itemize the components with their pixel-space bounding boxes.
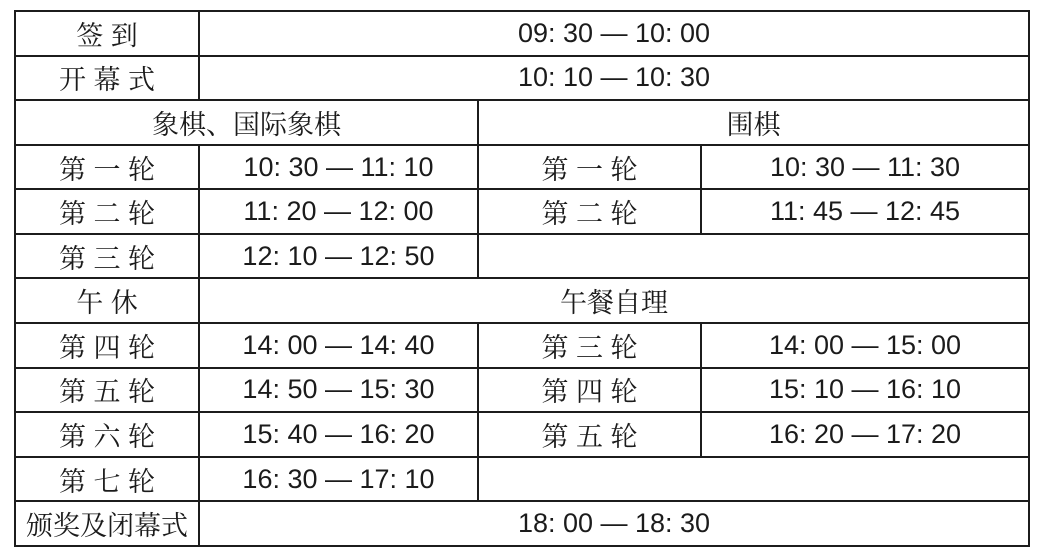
right-round-4-time: 14: 00 — 15: 00 [701, 323, 1029, 368]
signin-time: 09: 30 — 10: 00 [199, 11, 1029, 56]
closing-label: 颁奖及闭幕式 [15, 501, 199, 546]
left-round-3-time: 12: 10 — 12: 50 [199, 234, 478, 279]
row-round-4 [15, 323, 1029, 368]
left-round-2-label: 第 二 轮 [15, 189, 199, 234]
row-round-1 [15, 145, 1029, 190]
row-signin [15, 11, 1029, 56]
right-round-5-label: 第 四 轮 [478, 368, 701, 413]
lunch-note: 午餐自理 [199, 278, 1029, 323]
row-round-7 [15, 457, 1029, 502]
left-round-1-time: 10: 30 — 11: 10 [199, 145, 478, 190]
header-weiqi: 围棋 [478, 100, 1029, 145]
left-round-4-label: 第 四 轮 [15, 323, 199, 368]
row-section-headers [15, 100, 1029, 145]
left-round-7-label: 第 七 轮 [15, 457, 199, 502]
row-round-6 [15, 412, 1029, 457]
header-xiangqi: 象棋、国际象棋 [15, 100, 478, 145]
right-round-6-time: 16: 20 — 17: 20 [701, 412, 1029, 457]
right-round-2-label: 第 二 轮 [478, 189, 701, 234]
left-round-1-label: 第 一 轮 [15, 145, 199, 190]
row-opening [15, 56, 1029, 101]
right-round-4-label: 第 三 轮 [478, 323, 701, 368]
right-round-6-label: 第 五 轮 [478, 412, 701, 457]
row-lunch [15, 278, 1029, 323]
left-round-5-label: 第 五 轮 [15, 368, 199, 413]
left-round-6-time: 15: 40 — 16: 20 [199, 412, 478, 457]
opening-label: 开 幕 式 [15, 56, 199, 101]
lunch-label: 午 休 [15, 278, 199, 323]
left-round-5-time: 14: 50 — 15: 30 [199, 368, 478, 413]
row-round-5 [15, 368, 1029, 413]
right-round-1-time: 10: 30 — 11: 30 [701, 145, 1029, 190]
row-closing [15, 501, 1029, 546]
row-round-3 [15, 234, 1029, 279]
left-round-3-label: 第 三 轮 [15, 234, 199, 279]
right-round-7-empty [478, 457, 1029, 502]
right-round-5-time: 15: 10 — 16: 10 [701, 368, 1029, 413]
closing-time-cell [199, 501, 1029, 546]
schedule-table [14, 10, 1030, 547]
right-round-2-time: 11: 45 — 12: 45 [701, 189, 1029, 234]
right-round-1-label: 第 一 轮 [478, 145, 701, 190]
row-round-2 [15, 189, 1029, 234]
left-round-7-time: 16: 30 — 17: 10 [199, 457, 478, 502]
closing-time: 18: 00 — 18: 30 [517, 508, 711, 539]
right-round-3-empty [478, 234, 1029, 279]
opening-time: 10: 10 — 10: 30 [199, 56, 1029, 101]
left-round-4-time: 14: 00 — 14: 40 [199, 323, 478, 368]
signin-label: 签 到 [15, 11, 199, 56]
left-round-6-label: 第 六 轮 [15, 412, 199, 457]
left-round-2-time: 11: 20 — 12: 00 [199, 189, 478, 234]
